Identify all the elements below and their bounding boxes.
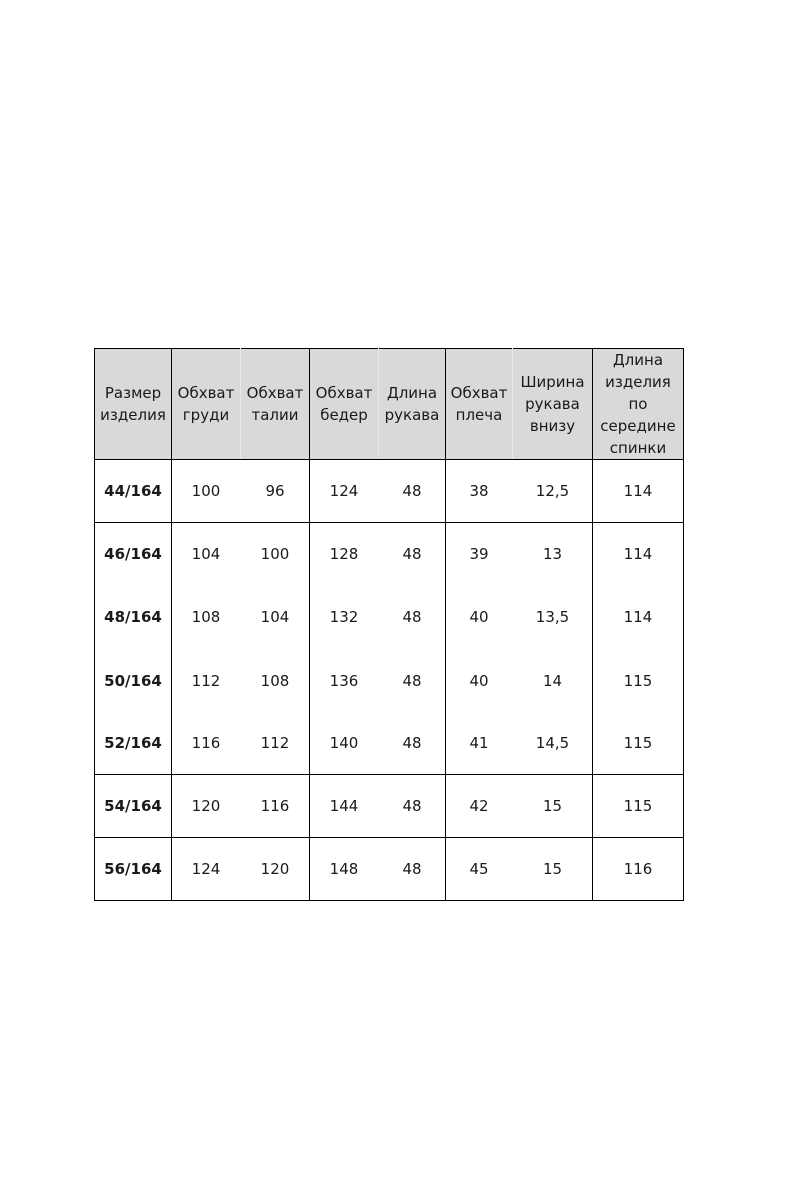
table-cell: 15 [542, 797, 563, 815]
table-cell: 48 [402, 607, 422, 626]
table-border-bottom [94, 900, 684, 901]
table-cell: 114 [623, 482, 653, 500]
table-cell: 116 [623, 860, 653, 878]
table-cell: 104 [260, 607, 290, 626]
table-cell: 13 [542, 545, 563, 563]
table-cell: 14 [542, 671, 563, 690]
header-hips: Обхват бедер [310, 349, 378, 458]
table-cell: 116 [260, 797, 290, 815]
table-cell: 115 [623, 797, 653, 815]
column-divider [171, 348, 172, 901]
row-size-46: 46/164 [104, 545, 162, 563]
table-cell: 114 [623, 607, 653, 626]
header-shoulder: Обхват плеча [446, 349, 512, 458]
column-divider [592, 348, 593, 901]
header-size: Размер изделия [95, 349, 171, 458]
column-divider [445, 348, 446, 901]
table-cell: 48 [402, 671, 422, 690]
table-cell: 48 [402, 860, 422, 878]
table-cell: 14,5 [535, 734, 570, 752]
table-cell: 13,5 [535, 607, 570, 626]
table-cell: 108 [260, 671, 290, 690]
header-sleeve-width: Ширина рукава внизу [513, 349, 592, 458]
table-cell: 48 [402, 797, 422, 815]
table-cell: 115 [623, 734, 653, 752]
table-cell: 40 [469, 607, 489, 626]
row-size-44: 44/164 [104, 482, 162, 500]
table-cell: 124 [329, 482, 359, 500]
column-divider-faint [240, 348, 241, 459]
table-cell: 148 [329, 860, 359, 878]
table-cell: 48 [402, 482, 422, 500]
table-cell: 114 [623, 545, 653, 563]
table-cell: 48 [402, 545, 422, 563]
table-cell: 120 [260, 860, 290, 878]
row-size-54: 54/164 [104, 797, 162, 815]
row-size-50: 50/164 [104, 671, 162, 690]
table-border-top [94, 348, 684, 349]
table-cell: 45 [469, 860, 489, 878]
table-cell: 38 [469, 482, 489, 500]
size-chart-table [94, 348, 684, 901]
table-cell: 112 [260, 734, 290, 752]
row-divider [94, 774, 684, 775]
header-waist: Обхват талии [241, 349, 309, 458]
table-cell: 144 [329, 797, 359, 815]
table-cell: 41 [469, 734, 489, 752]
header-chest: Обхват груди [172, 349, 240, 458]
table-cell: 39 [469, 545, 489, 563]
table-cell: 15 [542, 860, 563, 878]
table-cell: 48 [402, 734, 422, 752]
column-divider-faint [512, 348, 513, 459]
table-border-left [94, 348, 95, 901]
header-sleeve-length: Длина рукава [379, 349, 445, 458]
table-cell: 100 [260, 545, 290, 563]
table-cell: 124 [191, 860, 221, 878]
table-cell: 132 [329, 607, 359, 626]
row-size-52: 52/164 [104, 734, 162, 752]
table-cell: 96 [265, 482, 285, 500]
table-cell: 104 [191, 545, 221, 563]
table-cell: 140 [329, 734, 359, 752]
table-cell: 136 [329, 671, 359, 690]
header-back-length: Длина изделия по середине спинки [593, 349, 683, 458]
row-size-48: 48/164 [104, 607, 162, 626]
header-divider [94, 459, 684, 460]
row-size-56: 56/164 [104, 860, 162, 878]
table-cell: 112 [191, 671, 221, 690]
row-divider [94, 837, 684, 838]
column-divider [309, 348, 310, 901]
column-divider-faint [378, 348, 379, 459]
table-cell: 100 [191, 482, 221, 500]
table-cell: 40 [469, 671, 489, 690]
table-cell: 116 [191, 734, 221, 752]
table-cell: 128 [329, 545, 359, 563]
table-cell: 12,5 [535, 482, 570, 500]
table-border-right [683, 348, 684, 901]
table-cell: 120 [191, 797, 221, 815]
table-cell: 108 [191, 607, 221, 626]
table-cell: 42 [469, 797, 489, 815]
row-divider [94, 522, 684, 523]
table-cell: 115 [623, 671, 653, 690]
